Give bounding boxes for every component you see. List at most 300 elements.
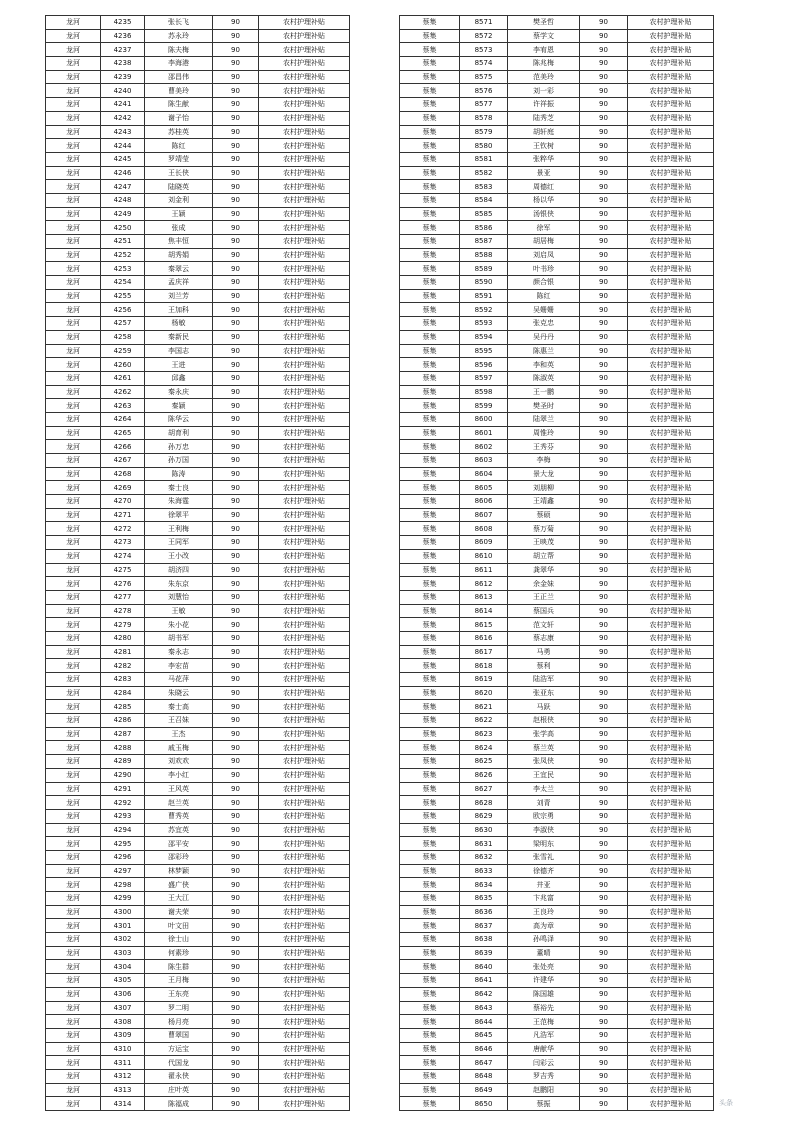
amount-cell: 90 [213, 700, 259, 714]
town-cell: 龙河 [46, 700, 101, 714]
town-cell: 龙河 [46, 358, 101, 372]
type-cell: 农村护理补贴 [259, 741, 350, 755]
serial-cell: 4288 [101, 741, 145, 755]
name-cell: 李海港 [145, 57, 213, 71]
serial-cell: 4313 [101, 1083, 145, 1097]
type-cell: 农村护理补贴 [259, 399, 350, 413]
table-row [46, 1028, 350, 1042]
type-cell: 农村护理补贴 [259, 358, 350, 372]
amount-cell: 90 [213, 1097, 259, 1111]
table-row [46, 1001, 350, 1015]
name-cell: 杨敏 [145, 317, 213, 331]
amount-cell: 90 [580, 892, 628, 906]
type-cell: 农村护理补贴 [628, 180, 714, 194]
serial-cell: 4306 [101, 987, 145, 1001]
serial-cell: 8645 [460, 1028, 508, 1042]
amount-cell: 90 [580, 508, 628, 522]
name-cell: 王月梅 [145, 974, 213, 988]
table-row [400, 974, 714, 988]
table-row [400, 686, 714, 700]
name-cell: 董晴 [508, 946, 580, 960]
serial-cell: 4260 [101, 358, 145, 372]
table-row [46, 1015, 350, 1029]
amount-cell: 90 [213, 974, 259, 988]
table-row [400, 193, 714, 207]
name-cell: 许祥振 [508, 98, 580, 112]
town-cell: 蔡集 [400, 193, 460, 207]
serial-cell: 4304 [101, 960, 145, 974]
town-cell: 龙河 [46, 481, 101, 495]
type-cell: 农村护理补贴 [628, 892, 714, 906]
table-row [46, 98, 350, 112]
name-cell: 井亚 [508, 878, 580, 892]
serial-cell: 4237 [101, 43, 145, 57]
amount-cell: 90 [580, 700, 628, 714]
serial-cell: 4242 [101, 111, 145, 125]
type-cell: 农村护理补贴 [259, 878, 350, 892]
table-row [400, 426, 714, 440]
town-cell: 蔡集 [400, 221, 460, 235]
table-row [400, 84, 714, 98]
name-cell: 王进 [145, 358, 213, 372]
type-cell: 农村护理补贴 [259, 508, 350, 522]
amount-cell: 90 [580, 960, 628, 974]
type-cell: 农村护理补贴 [628, 1042, 714, 1056]
amount-cell: 90 [580, 43, 628, 57]
name-cell: 李淑侠 [508, 823, 580, 837]
serial-cell: 4311 [101, 1056, 145, 1070]
town-cell: 蔡集 [400, 303, 460, 317]
table-row [400, 727, 714, 741]
table-row [46, 974, 350, 988]
serial-cell: 4245 [101, 152, 145, 166]
serial-cell: 4277 [101, 590, 145, 604]
type-cell: 农村护理补贴 [628, 618, 714, 632]
type-cell: 农村护理补贴 [628, 111, 714, 125]
name-cell: 陈淑英 [508, 371, 580, 385]
name-cell: 陈兆梅 [508, 57, 580, 71]
type-cell: 农村护理补贴 [628, 727, 714, 741]
type-cell: 农村护理补贴 [628, 303, 714, 317]
table-row [46, 604, 350, 618]
type-cell: 农村护理补贴 [259, 809, 350, 823]
town-cell: 龙河 [46, 1056, 101, 1070]
serial-cell: 4297 [101, 864, 145, 878]
town-cell: 蔡集 [400, 837, 460, 851]
serial-cell: 8603 [460, 454, 508, 468]
town-cell: 蔡集 [400, 358, 460, 372]
amount-cell: 90 [213, 139, 259, 153]
serial-cell: 8626 [460, 768, 508, 782]
amount-cell: 90 [213, 892, 259, 906]
amount-cell: 90 [213, 755, 259, 769]
amount-cell: 90 [580, 29, 628, 43]
serial-cell: 8625 [460, 755, 508, 769]
name-cell: 梁明东 [508, 837, 580, 851]
table-row [400, 70, 714, 84]
serial-cell: 4273 [101, 536, 145, 550]
table-row [46, 700, 350, 714]
name-cell: 陈夫梅 [145, 43, 213, 57]
name-cell: 王加科 [145, 303, 213, 317]
amount-cell: 90 [580, 577, 628, 591]
type-cell: 农村护理补贴 [628, 317, 714, 331]
type-cell: 农村护理补贴 [628, 1001, 714, 1015]
town-cell: 蔡集 [400, 878, 460, 892]
serial-cell: 8573 [460, 43, 508, 57]
serial-cell: 4268 [101, 467, 145, 481]
table-row [400, 1069, 714, 1083]
table-row [400, 29, 714, 43]
town-cell: 龙河 [46, 235, 101, 249]
amount-cell: 90 [580, 125, 628, 139]
name-cell: 蔡志康 [508, 631, 580, 645]
name-cell: 高为章 [508, 919, 580, 933]
amount-cell: 90 [213, 768, 259, 782]
serial-cell: 4299 [101, 892, 145, 906]
table-row [400, 549, 714, 563]
town-cell: 蔡集 [400, 412, 460, 426]
name-cell: 陆翠兰 [508, 412, 580, 426]
table-row [400, 495, 714, 509]
serial-cell: 8579 [460, 125, 508, 139]
name-cell: 龚翠华 [508, 563, 580, 577]
name-cell: 李梅 [508, 454, 580, 468]
name-cell: 刘青 [508, 796, 580, 810]
town-cell: 龙河 [46, 905, 101, 919]
table-row [46, 796, 350, 810]
table-row [46, 180, 350, 194]
name-cell: 赵根侠 [508, 714, 580, 728]
town-cell: 龙河 [46, 823, 101, 837]
table-row [46, 809, 350, 823]
type-cell: 农村护理补贴 [628, 98, 714, 112]
table-row [400, 371, 714, 385]
amount-cell: 90 [213, 714, 259, 728]
type-cell: 农村护理补贴 [259, 1028, 350, 1042]
serial-cell: 8614 [460, 604, 508, 618]
amount-cell: 90 [213, 467, 259, 481]
town-cell: 龙河 [46, 84, 101, 98]
name-cell: 陈涛 [145, 467, 213, 481]
table-row [400, 1028, 714, 1042]
serial-cell: 4249 [101, 207, 145, 221]
amount-cell: 90 [580, 618, 628, 632]
amount-cell: 90 [580, 809, 628, 823]
amount-cell: 90 [213, 248, 259, 262]
name-cell: 陈生献 [145, 98, 213, 112]
serial-cell: 8635 [460, 892, 508, 906]
table-row [46, 70, 350, 84]
serial-cell: 8637 [460, 919, 508, 933]
amount-cell: 90 [580, 152, 628, 166]
name-cell: 罗二明 [145, 1001, 213, 1015]
amount-cell: 90 [580, 235, 628, 249]
serial-cell: 4295 [101, 837, 145, 851]
serial-cell: 4294 [101, 823, 145, 837]
table-row [46, 248, 350, 262]
type-cell: 农村护理补贴 [259, 166, 350, 180]
town-cell: 龙河 [46, 385, 101, 399]
table-row [400, 180, 714, 194]
serial-cell: 8593 [460, 317, 508, 331]
serial-cell: 4281 [101, 645, 145, 659]
type-cell: 农村护理补贴 [259, 823, 350, 837]
town-cell: 蔡集 [400, 385, 460, 399]
type-cell: 农村护理补贴 [628, 358, 714, 372]
town-cell: 龙河 [46, 43, 101, 57]
town-cell: 龙河 [46, 1042, 101, 1056]
town-cell: 龙河 [46, 549, 101, 563]
name-cell: 马勇 [508, 645, 580, 659]
serial-cell: 4256 [101, 303, 145, 317]
table-row [400, 809, 714, 823]
amount-cell: 90 [580, 426, 628, 440]
type-cell: 农村护理补贴 [259, 139, 350, 153]
table-row [46, 878, 350, 892]
name-cell: 张雪礼 [508, 850, 580, 864]
amount-cell: 90 [580, 741, 628, 755]
name-cell: 陆浩军 [508, 673, 580, 687]
amount-cell: 90 [580, 987, 628, 1001]
town-cell: 龙河 [46, 248, 101, 262]
amount-cell: 90 [580, 974, 628, 988]
serial-cell: 8630 [460, 823, 508, 837]
type-cell: 农村护理补贴 [259, 371, 350, 385]
type-cell: 农村护理补贴 [628, 344, 714, 358]
serial-cell: 4279 [101, 618, 145, 632]
table-row [46, 371, 350, 385]
amount-cell: 90 [213, 577, 259, 591]
table-row [46, 919, 350, 933]
name-cell: 马跃 [508, 700, 580, 714]
table-row [46, 440, 350, 454]
serial-cell: 8649 [460, 1083, 508, 1097]
town-cell: 蔡集 [400, 864, 460, 878]
name-cell: 刘慧怡 [145, 590, 213, 604]
type-cell: 农村护理补贴 [259, 563, 350, 577]
town-cell: 龙河 [46, 850, 101, 864]
serial-cell: 8592 [460, 303, 508, 317]
type-cell: 农村护理补贴 [628, 960, 714, 974]
type-cell: 农村护理补贴 [259, 193, 350, 207]
table-row [400, 358, 714, 372]
town-cell: 龙河 [46, 864, 101, 878]
name-cell: 王宜民 [508, 768, 580, 782]
serial-cell: 8615 [460, 618, 508, 632]
town-cell: 蔡集 [400, 454, 460, 468]
name-cell: 蔡万菊 [508, 522, 580, 536]
type-cell: 农村护理补贴 [628, 495, 714, 509]
table-row [400, 673, 714, 687]
table-row [400, 125, 714, 139]
amount-cell: 90 [580, 522, 628, 536]
serial-cell: 8606 [460, 495, 508, 509]
serial-cell: 4239 [101, 70, 145, 84]
type-cell: 农村护理补贴 [259, 590, 350, 604]
type-cell: 农村护理补贴 [628, 330, 714, 344]
type-cell: 农村护理补贴 [259, 303, 350, 317]
serial-cell: 4287 [101, 727, 145, 741]
serial-cell: 8621 [460, 700, 508, 714]
table-row [46, 508, 350, 522]
type-cell: 农村护理补贴 [259, 248, 350, 262]
amount-cell: 90 [580, 70, 628, 84]
town-cell: 龙河 [46, 645, 101, 659]
town-cell: 蔡集 [400, 1069, 460, 1083]
amount-cell: 90 [213, 878, 259, 892]
town-cell: 蔡集 [400, 577, 460, 591]
type-cell: 农村护理补贴 [628, 919, 714, 933]
town-cell: 龙河 [46, 1097, 101, 1111]
town-cell: 蔡集 [400, 796, 460, 810]
name-cell: 蔡学文 [508, 29, 580, 43]
name-cell: 刘金利 [145, 193, 213, 207]
amount-cell: 90 [213, 905, 259, 919]
type-cell: 农村护理补贴 [259, 344, 350, 358]
type-cell: 农村护理补贴 [259, 987, 350, 1001]
table-row [46, 1083, 350, 1097]
name-cell: 邵彩玲 [145, 850, 213, 864]
serial-cell: 8591 [460, 289, 508, 303]
type-cell: 农村护理补贴 [628, 1083, 714, 1097]
type-cell: 农村护理补贴 [259, 440, 350, 454]
table-row [400, 741, 714, 755]
serial-cell: 4303 [101, 946, 145, 960]
serial-cell: 8599 [460, 399, 508, 413]
serial-cell: 8643 [460, 1001, 508, 1015]
type-cell: 农村护理补贴 [259, 1001, 350, 1015]
serial-cell: 8589 [460, 262, 508, 276]
amount-cell: 90 [580, 385, 628, 399]
type-cell: 农村护理补贴 [259, 1042, 350, 1056]
town-cell: 龙河 [46, 344, 101, 358]
town-cell: 龙河 [46, 1001, 101, 1015]
town-cell: 龙河 [46, 152, 101, 166]
name-cell: 唐献华 [508, 1042, 580, 1056]
town-cell: 蔡集 [400, 987, 460, 1001]
serial-cell: 8613 [460, 590, 508, 604]
town-cell: 蔡集 [400, 139, 460, 153]
serial-cell: 8622 [460, 714, 508, 728]
serial-cell: 4284 [101, 686, 145, 700]
town-cell: 龙河 [46, 673, 101, 687]
town-cell: 蔡集 [400, 686, 460, 700]
serial-cell: 4289 [101, 755, 145, 769]
serial-cell: 8571 [460, 16, 508, 30]
town-cell: 蔡集 [400, 1083, 460, 1097]
table-row [46, 467, 350, 481]
serial-cell: 4261 [101, 371, 145, 385]
name-cell: 周惟玲 [508, 426, 580, 440]
serial-cell: 4280 [101, 631, 145, 645]
type-cell: 农村护理补贴 [628, 714, 714, 728]
town-cell: 蔡集 [400, 166, 460, 180]
type-cell: 农村护理补贴 [628, 70, 714, 84]
name-cell: 秦永志 [145, 645, 213, 659]
serial-cell: 8585 [460, 207, 508, 221]
serial-cell: 8629 [460, 809, 508, 823]
name-cell: 闫彩云 [508, 1056, 580, 1070]
town-cell: 龙河 [46, 933, 101, 947]
table-row [400, 166, 714, 180]
serial-cell: 8624 [460, 741, 508, 755]
table-row [46, 495, 350, 509]
name-cell: 朱晓云 [145, 686, 213, 700]
serial-cell: 8648 [460, 1069, 508, 1083]
table-row [46, 412, 350, 426]
amount-cell: 90 [213, 344, 259, 358]
name-cell: 刘欢欢 [145, 755, 213, 769]
name-cell: 秦士高 [145, 700, 213, 714]
name-cell: 方运宝 [145, 1042, 213, 1056]
town-cell: 蔡集 [400, 467, 460, 481]
table-row [46, 714, 350, 728]
name-cell: 徐士山 [145, 933, 213, 947]
town-cell: 龙河 [46, 317, 101, 331]
serial-cell: 8605 [460, 481, 508, 495]
town-cell: 蔡集 [400, 960, 460, 974]
amount-cell: 90 [213, 385, 259, 399]
serial-cell: 8594 [460, 330, 508, 344]
table-row [46, 426, 350, 440]
table-row [46, 152, 350, 166]
serial-cell: 8636 [460, 905, 508, 919]
town-cell: 蔡集 [400, 549, 460, 563]
type-cell: 农村护理补贴 [628, 768, 714, 782]
amount-cell: 90 [213, 508, 259, 522]
town-cell: 蔡集 [400, 536, 460, 550]
serial-cell: 8580 [460, 139, 508, 153]
amount-cell: 90 [580, 16, 628, 30]
name-cell: 秦颖 [145, 399, 213, 413]
town-cell: 龙河 [46, 1083, 101, 1097]
serial-cell: 4275 [101, 563, 145, 577]
town-cell: 蔡集 [400, 768, 460, 782]
table-row [400, 933, 714, 947]
type-cell: 农村护理补贴 [628, 193, 714, 207]
type-cell: 农村护理补贴 [628, 974, 714, 988]
serial-cell: 4240 [101, 84, 145, 98]
table-row [400, 522, 714, 536]
serial-cell: 4283 [101, 673, 145, 687]
table-row [46, 536, 350, 550]
name-cell: 范美玲 [508, 70, 580, 84]
amount-cell: 90 [213, 1056, 259, 1070]
table-row [400, 440, 714, 454]
type-cell: 农村护理补贴 [628, 864, 714, 878]
amount-cell: 90 [580, 686, 628, 700]
name-cell: 胡育利 [145, 426, 213, 440]
amount-cell: 90 [580, 276, 628, 290]
name-cell: 邵平安 [145, 837, 213, 851]
type-cell: 农村护理补贴 [628, 933, 714, 947]
town-cell: 龙河 [46, 604, 101, 618]
name-cell: 李宥恩 [508, 43, 580, 57]
amount-cell: 90 [580, 727, 628, 741]
type-cell: 农村护理补贴 [259, 180, 350, 194]
town-cell: 龙河 [46, 987, 101, 1001]
table-row [400, 755, 714, 769]
name-cell: 徐德齐 [508, 864, 580, 878]
amount-cell: 90 [580, 536, 628, 550]
amount-cell: 90 [580, 371, 628, 385]
table-row [400, 1097, 714, 1111]
serial-cell: 4254 [101, 276, 145, 290]
town-cell: 蔡集 [400, 207, 460, 221]
type-cell: 农村护理补贴 [628, 276, 714, 290]
amount-cell: 90 [580, 768, 628, 782]
